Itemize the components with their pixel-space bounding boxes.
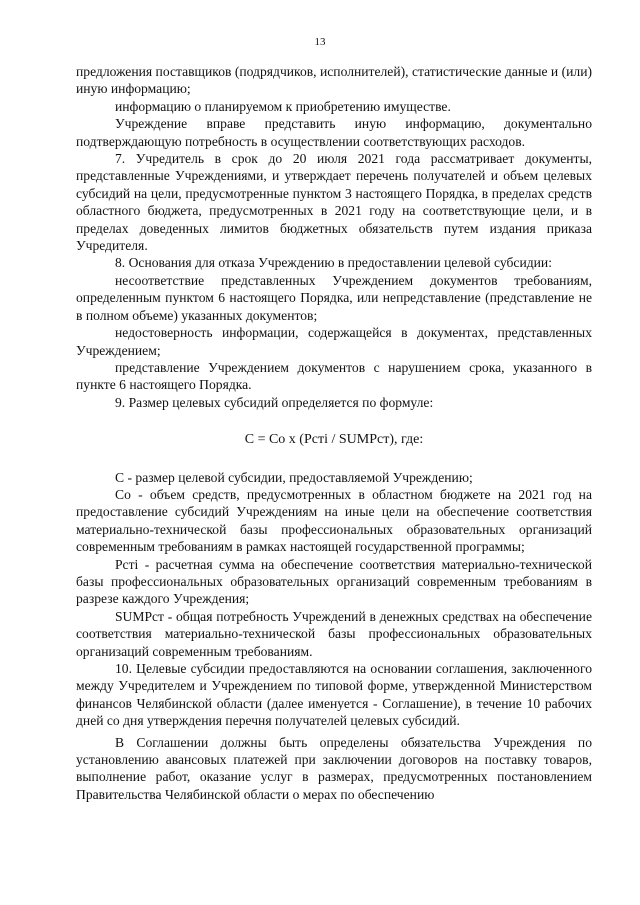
document-body	[76, 63, 592, 803]
paragraph-continuation: предложения поставщиков (подрядчиков, исполнителей), статистические данные и (или) иную информацию;	[76, 64, 592, 97]
subsidy-formula: С = Со x (Рсті / SUMРст), где:	[244, 432, 424, 448]
paragraph-definition-rsti: Рсті - расчетная сумма на обеспечение соответствия материально-технической базы профессиональных образовательных организаций современным требованиям в разрезе каждого Учреждения;	[76, 556, 592, 607]
paragraph-item-7: 7. Учредитель в срок до 20 июля 2021 года рассматривает документы, представленные Учреждениями, и утверждает перечень получателей и объем целевых субсидий на цели, предусмотренные пунктом 3 настоящего Порядка, в пределах средств областного бюджета, предусмотренных в 2021 году на соответствующие цели, и в пределах доведенных лимитов бюджетных обязательств путем издания приказа Учредителя.	[76, 151, 592, 254]
paragraph-item-9: 9. Размер целевых субсидий определяется по формуле:	[115, 394, 434, 410]
page-number: 13	[314, 36, 326, 48]
paragraph-definition-co: Со - объем средств, предусмотренных в областном бюджете на 2021 год на предоставление субсидий Учреждениям на иные цели на обеспечение соответствия материально-технической базы профессиональных образовательных организаций современным требованиям в рамках настоящей государственной программы;	[76, 486, 592, 555]
paragraph-refusal-reason-3: представление Учреждением документов с нарушением срока, указанного в пункте 6 настоящего Порядка.	[76, 359, 592, 393]
paragraph-item-10: 10. Целевые субсидии предоставляются на основании соглашения, заключенного между Учредителем и Учреждением по типовой форме, утвержденной Министерством финансов Челябинской области (далее именуется - Соглашение), в течение 10 рабочих дней со дня утверждения перечня получателей целевых субсидий.	[76, 661, 592, 729]
paragraph-item-8: 8. Основания для отказа Учреждению в предоставлении целевой субсидии:	[115, 255, 552, 271]
paragraph-refusal-reason-2: недостоверность информации, содержащейся в документах, представленных Учреждением;	[76, 325, 592, 358]
paragraph-definition-c: С - размер целевой субсидии, предоставляемой Учреждению;	[115, 469, 473, 485]
paragraph-property-info: информацию о планируемом к приобретению имуществе.	[115, 98, 451, 114]
paragraph-agreement-obligations: В Соглашении должны быть определены обязательства Учреждения по установлению авансовых платежей при заключении договоров на поставку товаров, выполнение работ, оказание услуг в размерах, предусмотренных постановлением Правительства Челябинской области о мерах по обеспечению	[76, 734, 592, 802]
paragraph-refusal-reason-1: несоответствие представленных Учреждением документов требованиям, определенным пунктом 6 настоящего Порядка, или непредставление (представление не в полном объеме) указанных документов;	[76, 272, 592, 323]
paragraph-definition-sumrst: SUMРст - общая потребность Учреждений в денежных средствах на обеспечение соответствия материально-технической базы профессиональных образовательных организаций современным требованиям.	[76, 608, 592, 659]
paragraph-other-info: Учреждение вправе представить иную информацию, документально подтверждающую потребность в осуществлении соответствующих расходов.	[76, 116, 592, 149]
